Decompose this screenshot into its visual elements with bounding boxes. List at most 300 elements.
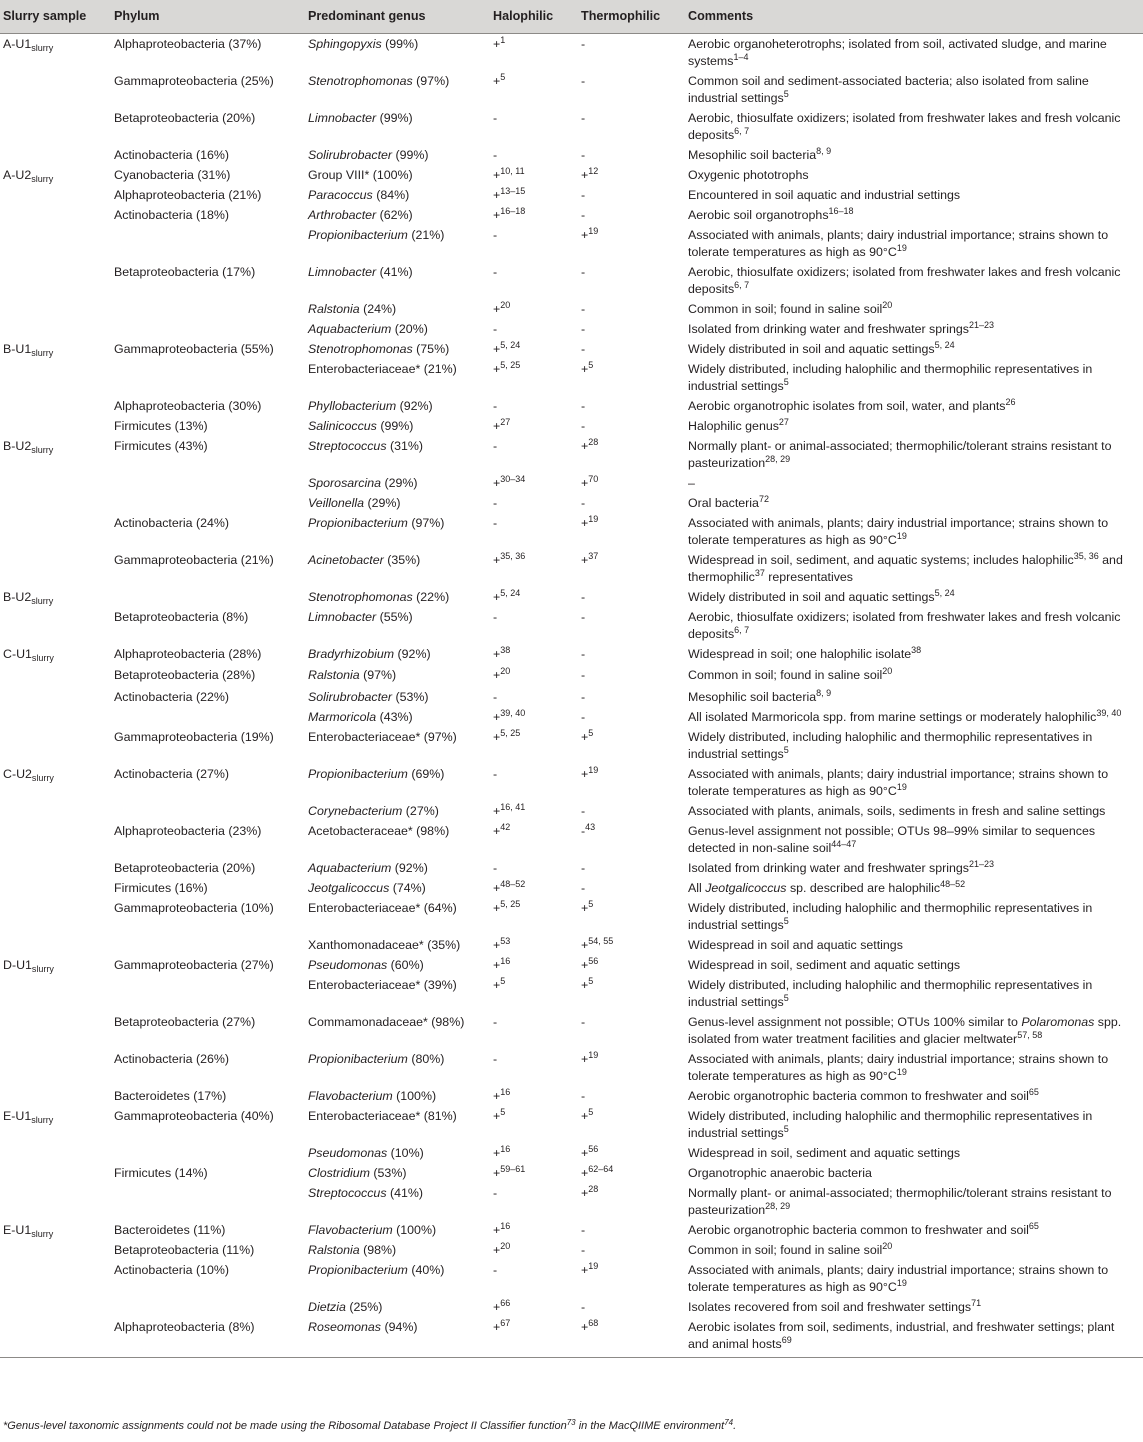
table-row (0, 644, 1143, 664)
halophilic-mark: + (493, 1243, 501, 1257)
genus-name: Enterobacteriaceae* (308, 1109, 421, 1123)
cell-halophilic (489, 707, 577, 727)
genus-name: Propionibacterium (308, 767, 408, 781)
halophilic-mark: + (493, 362, 501, 376)
cell-thermophilic (577, 319, 684, 339)
thermophilic-ref: 5 (588, 976, 594, 986)
sample-id: C-U1 (3, 647, 32, 661)
comment-ref: 19 (896, 1067, 907, 1077)
genus-name: Acetobacteraceae* (308, 824, 413, 838)
thermophilic-mark: + (581, 476, 589, 490)
cell-phylum: Cyanobacteria (31%) (114, 168, 231, 182)
cell-comments (684, 764, 1143, 801)
comment-ref: 72 (758, 494, 769, 504)
thermophilic-mark: - (581, 804, 586, 818)
cell-halophilic (489, 1183, 577, 1220)
genus-name: Roseomonas (308, 1320, 382, 1334)
comment-ref: 38 (911, 645, 922, 655)
cell-thermophilic (577, 299, 684, 319)
cell-halophilic (489, 319, 577, 339)
thermophilic-ref: 12 (588, 166, 599, 176)
genus-name: Limnobacter (308, 610, 377, 624)
cell-halophilic (489, 416, 577, 436)
cell-comments (684, 145, 1143, 165)
table-row (0, 1297, 1143, 1317)
cell-phylum (110, 319, 304, 339)
thermophilic-mark: - (581, 208, 586, 222)
cell-comments (684, 707, 1143, 727)
thermophilic-mark: + (581, 553, 589, 567)
comment-text: Genus-level assignment not possible; OTUs 98–99% similar to sequences detected in non-saline soil (688, 824, 1096, 855)
cell-slurry-sample (0, 607, 110, 644)
table-row (0, 1260, 1143, 1297)
table-row (0, 858, 1143, 878)
cell-genus (304, 396, 489, 416)
header-predominant-genus: Predominant genus (304, 0, 489, 34)
comment-ref: 6, 7 (734, 280, 750, 290)
halophilic-mark: + (493, 1146, 501, 1160)
genus-name: Bradyrhizobium (308, 647, 395, 661)
cell-phylum: Alphaproteobacteria (30%) (114, 399, 262, 413)
genus-name: Stenotrophomonas (308, 590, 413, 604)
comment-text: Widespread in soil, sediment and aquatic settings (688, 1146, 961, 1160)
thermophilic-ref: 56 (588, 1144, 599, 1154)
cell-genus (304, 319, 489, 339)
cell-genus (304, 339, 489, 359)
cell-comments (684, 493, 1143, 513)
cell-genus (304, 1297, 489, 1317)
genus-name: Enterobacteriaceae* (308, 978, 421, 992)
sample-subscript: slurry (31, 773, 54, 783)
cell-thermophilic (577, 1012, 684, 1049)
genus-percent: (64%) (420, 901, 457, 915)
thermophilic-mark: + (581, 1320, 589, 1334)
genus-name: Ralstonia (308, 668, 360, 682)
sample-id: B-U2 (3, 590, 32, 604)
cell-genus (304, 1183, 489, 1220)
thermophilic-mark: - (581, 610, 586, 624)
halophilic-ref: 59–61 (500, 1164, 526, 1174)
genus-percent: (60%) (387, 958, 424, 972)
table-row (0, 396, 1143, 416)
genus-percent: (35%) (423, 938, 461, 952)
thermophilic-ref: 19 (588, 765, 599, 775)
cell-phylum: Actinobacteria (24%) (114, 516, 230, 530)
halophilic-ref: 42 (500, 822, 511, 832)
cell-slurry-sample (0, 687, 110, 707)
cell-slurry-sample (0, 339, 110, 359)
genus-percent: (40%) (407, 1263, 445, 1277)
halophilic-ref: 16, 41 (500, 802, 526, 812)
cell-comments (684, 587, 1143, 607)
comment-text: Genus-level assignment not possible; OTUs 100% similar to (688, 1015, 1022, 1029)
genus-name: Salinicoccus (308, 419, 377, 433)
thermophilic-mark: + (581, 767, 589, 781)
genus-percent: (97%) (412, 74, 450, 88)
genus-name: Corynebacterium (308, 804, 403, 818)
cell-slurry-sample (0, 396, 110, 416)
comment-text: Isolated from drinking water and freshwater springs (688, 861, 969, 875)
cell-halophilic (489, 1086, 577, 1106)
genus-percent: (41%) (386, 1186, 424, 1200)
cell-comments (684, 664, 1143, 687)
cell-comments (684, 1240, 1143, 1260)
comment-ref: 19 (896, 243, 907, 253)
cell-comments (684, 1220, 1143, 1240)
header-phylum: Phylum (110, 0, 304, 34)
cell-thermophilic (577, 262, 684, 299)
cell-slurry-sample (0, 1106, 110, 1143)
cell-genus (304, 359, 489, 396)
halophilic-mark: - (493, 265, 498, 279)
genus-percent: (97%) (359, 668, 397, 682)
comment-text: Oral bacteria (688, 496, 759, 510)
cell-halophilic (489, 1143, 577, 1163)
cell-slurry-sample (0, 644, 110, 664)
cell-slurry-sample (0, 727, 110, 764)
thermophilic-mark: - (581, 824, 586, 838)
halophilic-ref: 16 (500, 1087, 511, 1097)
cell-slurry-sample (0, 436, 110, 473)
cell-comments (684, 165, 1143, 185)
table-row (0, 1240, 1143, 1260)
halophilic-mark: - (493, 148, 498, 162)
comment-text: spp. isolated from water treatment facilities and glacier meltwater (688, 1015, 1122, 1046)
genus-name: Paracoccus (308, 188, 373, 202)
thermophilic-mark: - (581, 861, 586, 875)
cell-genus (304, 935, 489, 955)
cell-phylum: Alphaproteobacteria (21%) (114, 188, 262, 202)
cell-halophilic (489, 1163, 577, 1183)
table-row (0, 607, 1143, 644)
comment-taxon: Jeotgalicoccus (705, 881, 787, 895)
cell-comments (684, 1143, 1143, 1163)
cell-comments (684, 108, 1143, 145)
cell-thermophilic (577, 687, 684, 707)
halophilic-mark: - (493, 690, 498, 704)
cell-halophilic (489, 299, 577, 319)
genus-name: Pseudomonas (308, 1146, 388, 1160)
table-row (0, 513, 1143, 550)
comment-text: Oxygenic phototrophs (688, 168, 809, 182)
cell-halophilic (489, 1260, 577, 1297)
halophilic-ref: 5 (500, 976, 506, 986)
cell-slurry-sample (0, 1260, 110, 1297)
table-row (0, 185, 1143, 205)
cell-comments (684, 607, 1143, 644)
cell-phylum: Alphaproteobacteria (28%) (114, 647, 262, 661)
cell-thermophilic (577, 664, 684, 687)
cell-phylum (110, 493, 304, 513)
halophilic-mark: - (493, 516, 498, 530)
genus-name: Stenotrophomonas (308, 74, 413, 88)
halophilic-ref: 1 (500, 35, 506, 45)
table-row (0, 935, 1143, 955)
cell-halophilic (489, 205, 577, 225)
comment-ref: 69 (781, 1335, 792, 1345)
cell-genus (304, 764, 489, 801)
cell-slurry-sample (0, 975, 110, 1012)
cell-halophilic (489, 513, 577, 550)
comment-ref: 5 (783, 1124, 789, 1134)
genus-percent: (53%) (392, 690, 429, 704)
cell-comments (684, 436, 1143, 473)
thermophilic-mark: - (581, 690, 586, 704)
cell-phylum (110, 587, 304, 607)
thermophilic-mark: + (581, 1146, 589, 1160)
comment-text: Aerobic isolates from soil, sediments, industrial, and freshwater settings; plant and animal hosts (688, 1320, 1115, 1351)
halophilic-mark: + (493, 1109, 501, 1123)
genus-percent: (98%) (427, 1015, 465, 1029)
cell-phylum: Betaproteobacteria (11%) (114, 1243, 255, 1257)
cell-genus (304, 225, 489, 262)
halophilic-ref: 10, 11 (500, 166, 525, 176)
cell-phylum (110, 473, 304, 493)
cell-slurry-sample (0, 821, 110, 858)
comment-text: Widely distributed, including halophilic and thermophilic representatives in industrial settings (688, 978, 1093, 1009)
cell-phylum: Betaproteobacteria (17%) (114, 265, 256, 279)
genus-percent: (97%) (407, 516, 445, 530)
cell-phylum: Gammaproteobacteria (40%) (114, 1109, 274, 1123)
table-row (0, 727, 1143, 764)
sample-subscript: slurry (31, 1115, 54, 1125)
cell-phylum: Actinobacteria (27%) (114, 767, 230, 781)
cell-genus (304, 550, 489, 587)
cell-slurry-sample (0, 1143, 110, 1163)
header-comments: Comments (684, 0, 1143, 34)
sample-subscript: slurry (31, 348, 54, 358)
cell-thermophilic (577, 436, 684, 473)
table-row (0, 1049, 1143, 1086)
cell-genus (304, 185, 489, 205)
cell-phylum: Alphaproteobacteria (23%) (114, 824, 262, 838)
cell-slurry-sample (0, 664, 110, 687)
thermophilic-mark: - (581, 74, 586, 88)
genus-percent: (98%) (359, 1243, 397, 1257)
halophilic-ref: 67 (500, 1318, 511, 1328)
halophilic-mark: + (493, 938, 501, 952)
halophilic-mark: - (493, 767, 498, 781)
cell-comments (684, 1317, 1143, 1358)
table-row (0, 165, 1143, 185)
halophilic-mark: - (493, 111, 498, 125)
cell-thermophilic (577, 898, 684, 935)
thermophilic-mark: + (581, 730, 589, 744)
thermophilic-ref: 28 (588, 1184, 599, 1194)
cell-thermophilic (577, 878, 684, 898)
cell-genus (304, 898, 489, 935)
genus-percent: (99%) (376, 111, 413, 125)
cell-comments (684, 513, 1143, 550)
genus-name: Marmoricola (308, 710, 377, 724)
cell-phylum (110, 801, 304, 821)
cell-halophilic (489, 1240, 577, 1260)
cell-genus (304, 299, 489, 319)
cell-genus (304, 1260, 489, 1297)
genus-name: Limnobacter (308, 265, 377, 279)
comment-ref: 16–18 (828, 206, 854, 216)
cell-genus (304, 664, 489, 687)
cell-thermophilic (577, 1106, 684, 1143)
halophilic-ref: 27 (500, 417, 511, 427)
cell-phylum: Actinobacteria (18%) (114, 208, 230, 222)
genus-percent: (10%) (387, 1146, 424, 1160)
cell-slurry-sample (0, 262, 110, 299)
thermophilic-ref: 54, 55 (588, 936, 614, 946)
comment-ref: 5 (783, 993, 789, 1003)
genus-percent: (29%) (364, 496, 401, 510)
thermophilic-mark: + (581, 1263, 589, 1277)
halophilic-mark: + (493, 1166, 501, 1180)
thermophilic-ref: 28 (588, 437, 599, 447)
cell-thermophilic (577, 955, 684, 975)
genus-percent: (84%) (372, 188, 410, 202)
cell-phylum (110, 1183, 304, 1220)
cell-thermophilic (577, 1317, 684, 1358)
genus-name: Propionibacterium (308, 516, 408, 530)
cell-comments (684, 1260, 1143, 1297)
halophilic-ref: 5, 25 (500, 728, 521, 738)
halophilic-ref: 16 (500, 1221, 511, 1231)
genus-percent: (98%) (412, 824, 450, 838)
cell-halophilic (489, 396, 577, 416)
cell-halophilic (489, 607, 577, 644)
comment-text: Widely distributed, including halophilic and thermophilic representatives in industrial settings (688, 730, 1093, 761)
halophilic-mark: - (493, 1186, 498, 1200)
cell-thermophilic (577, 644, 684, 664)
table-row (0, 687, 1143, 707)
cell-slurry-sample (0, 858, 110, 878)
thermophilic-mark: - (581, 1243, 586, 1257)
cell-phylum: Firmicutes (16%) (114, 881, 208, 895)
cell-genus (304, 801, 489, 821)
cell-genus (304, 165, 489, 185)
genus-name: Flavobacterium (308, 1089, 393, 1103)
cell-comments (684, 821, 1143, 858)
cell-genus (304, 727, 489, 764)
cell-halophilic (489, 764, 577, 801)
genus-name: Streptococcus (308, 1186, 387, 1200)
cell-halophilic (489, 975, 577, 1012)
genus-name: Acinetobacter (308, 553, 384, 567)
table-row (0, 339, 1143, 359)
halophilic-mark: - (493, 322, 498, 336)
cell-genus (304, 108, 489, 145)
cell-halophilic (489, 587, 577, 607)
comment-text: Normally plant- or animal-associated; thermophilic/tolerant strains resistant to pasteurization (688, 1186, 1112, 1217)
thermophilic-mark: + (581, 228, 589, 242)
cell-genus (304, 416, 489, 436)
comment-text: Aerobic organotrophic bacteria common to freshwater and soil (688, 1089, 1029, 1103)
genus-name: Enterobacteriaceae* (308, 730, 421, 744)
cell-comments (684, 1106, 1143, 1143)
cell-phylum: Bacteroidetes (11%) (114, 1223, 226, 1237)
cell-genus (304, 1012, 489, 1049)
cell-phylum (110, 299, 304, 319)
thermophilic-ref: 43 (585, 822, 596, 832)
cell-halophilic (489, 955, 577, 975)
footnote-ref-2: 74 (724, 1418, 734, 1427)
genus-percent: (21%) (407, 228, 445, 242)
halophilic-mark: - (493, 1052, 498, 1066)
comment-ref: 28, 29 (765, 454, 791, 464)
cell-halophilic (489, 34, 577, 72)
cell-comments (684, 262, 1143, 299)
cell-thermophilic (577, 764, 684, 801)
thermophilic-mark: - (581, 322, 586, 336)
halophilic-ref: 16–18 (500, 206, 526, 216)
cell-genus (304, 1220, 489, 1240)
cell-halophilic (489, 71, 577, 108)
table-row (0, 1012, 1143, 1049)
halophilic-mark: - (493, 496, 498, 510)
genus-percent: (74%) (389, 881, 426, 895)
halophilic-mark: + (493, 804, 501, 818)
cell-slurry-sample (0, 550, 110, 587)
cell-thermophilic (577, 473, 684, 493)
cell-slurry-sample (0, 319, 110, 339)
cell-genus (304, 1240, 489, 1260)
thermophilic-mark: - (581, 710, 586, 724)
cell-genus (304, 858, 489, 878)
cell-slurry-sample (0, 205, 110, 225)
cell-thermophilic (577, 858, 684, 878)
halophilic-mark: - (493, 399, 498, 413)
comment-ref: 65 (1028, 1221, 1039, 1231)
cell-thermophilic (577, 821, 684, 858)
cell-phylum: Betaproteobacteria (8%) (114, 610, 249, 624)
thermophilic-mark: - (581, 647, 586, 661)
comment-text: Isolated from drinking water and freshwater springs (688, 322, 969, 336)
sample-subscript: slurry (31, 174, 54, 184)
genus-name: Xanthomonadaceae* (308, 938, 424, 952)
cell-comments (684, 185, 1143, 205)
comment-text: Aerobic organotrophic bacteria common to freshwater and soil (688, 1223, 1029, 1237)
sample-subscript: slurry (31, 445, 54, 455)
cell-thermophilic (577, 1183, 684, 1220)
halophilic-mark: + (493, 37, 501, 51)
cell-halophilic (489, 1049, 577, 1086)
halophilic-ref: 38 (500, 645, 511, 655)
halophilic-mark: + (493, 978, 501, 992)
thermophilic-mark: + (581, 516, 589, 530)
comment-ref: 37 (754, 568, 765, 578)
genus-percent: (24%) (359, 302, 397, 316)
cell-comments (684, 1297, 1143, 1317)
comment-ref: 5 (783, 89, 789, 99)
cell-halophilic (489, 108, 577, 145)
cell-genus (304, 1163, 489, 1183)
table-row (0, 1183, 1143, 1220)
comment-ref: 1–4 (733, 52, 749, 62)
cell-thermophilic (577, 513, 684, 550)
cell-thermophilic (577, 359, 684, 396)
thermophilic-mark: - (581, 399, 586, 413)
cell-comments (684, 319, 1143, 339)
cell-phylum: Gammaproteobacteria (55%) (114, 342, 274, 356)
genus-name: Arthrobacter (308, 208, 377, 222)
cell-phylum: Actinobacteria (10%) (114, 1263, 230, 1277)
comment-text: – (688, 476, 695, 490)
thermophilic-mark: - (581, 342, 586, 356)
genus-name: Enterobacteriaceae* (308, 362, 421, 376)
table-row (0, 1317, 1143, 1358)
cell-phylum: Firmicutes (13%) (114, 419, 208, 433)
cell-slurry-sample (0, 1163, 110, 1183)
cell-slurry-sample (0, 764, 110, 801)
cell-slurry-sample (0, 587, 110, 607)
footnote-text-3: . (733, 1420, 737, 1432)
